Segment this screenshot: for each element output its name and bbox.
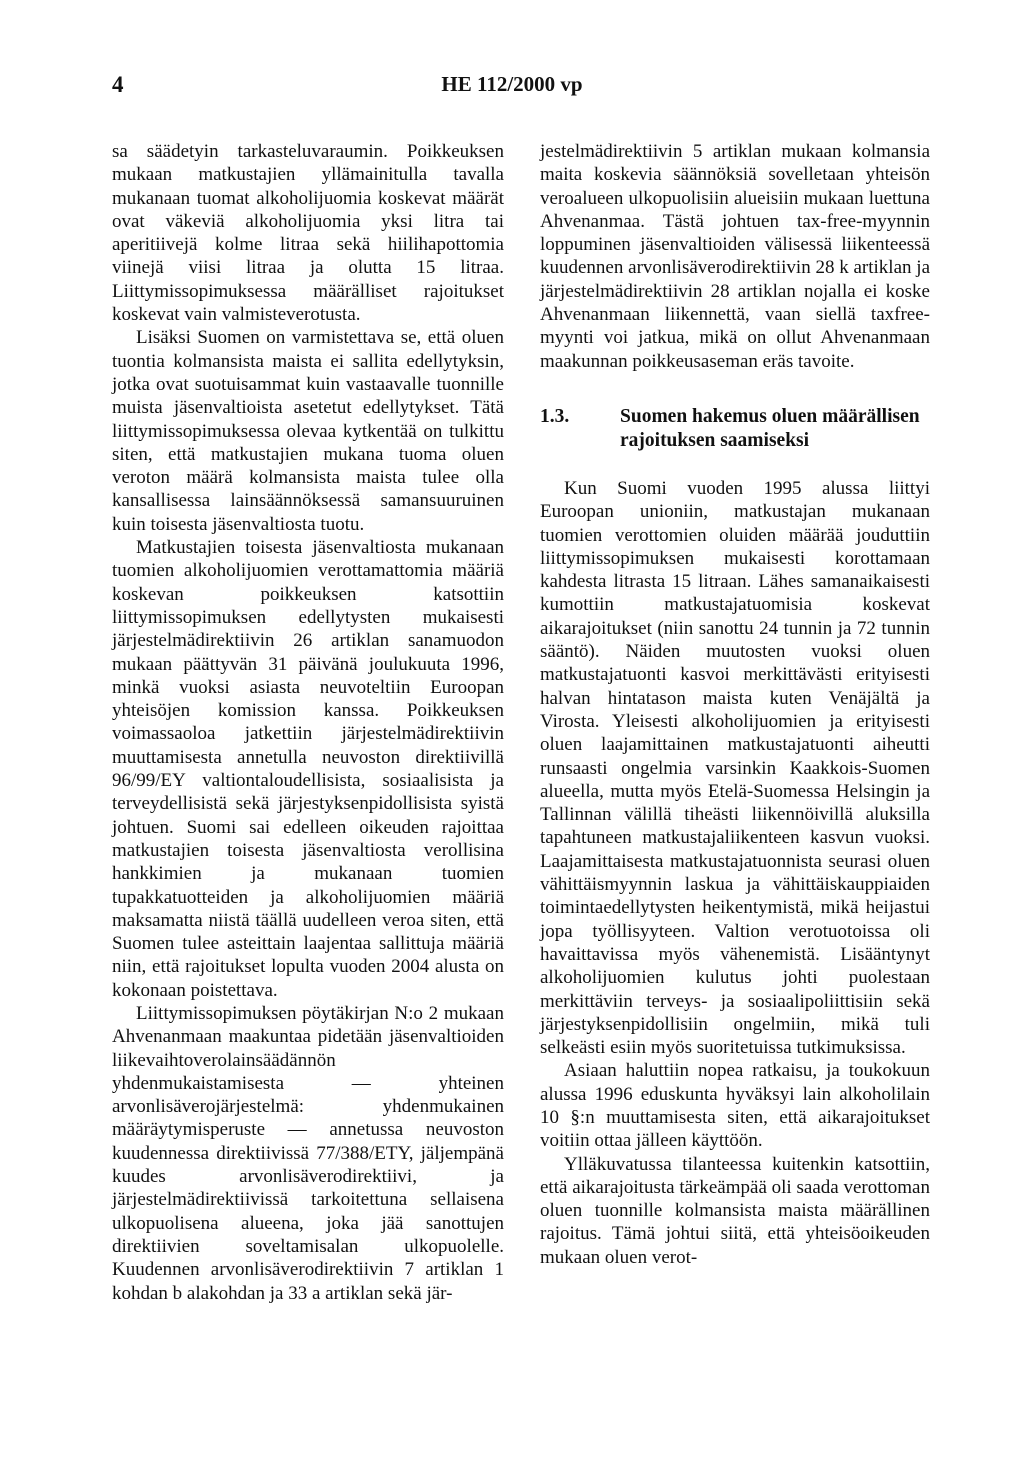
- right-column: [540, 140, 930, 1269]
- paragraph: Liittymissopimuksen pöytäkirjan N:o 2 mukaan Ahvenanmaan maakuntaa pidetään jäsenvaltioiden liikevaihtoverolainsäädännön yhdenmukaistamisesta — yhteinen arvonlisäverojärjestelmä: yhdenmukainen määräytymisperuste — annetussa neuvoston kuudennessa direktiivissä 77/388/ETY, jäljempänä kuudes arvonlisäverodirektiivi, ja järjestelmädirektiivissä tarkoitettuna sellaisena ulkopuolisena alueena, joka jää sanottujen direktiivien soveltamisalan ulkopuolelle. Kuudennen arvonlisäverodirektiivin 7 artiklan 1 kohdan b alakohdan ja 33 a artiklan sekä jär-: [112, 1002, 504, 1304]
- paragraph: Kun Suomi vuoden 1995 alussa liittyi Euroopan unioniin, matkustajan mukanaan tuomien verottomien oluiden määrää jouduttiin liittymissopimuksen mukaisesti korottamaan kahdesta litrasta 15 litraan. Lähes samanaikaisesti kumottiin matkustajatuomisia koskevat aikarajoitukset (niin sanottu 24 tunnin ja 72 tunnin sääntö). Näiden muutosten vuoksi oluen matkustajatuonti kasvoi merkittävästi erityisesti halvan hintatason maista kuten Venäjältä ja Virosta. Yleisesti alkoholijuomien ja erityisesti oluen laajamittainen matkustajatuonti aiheutti runsaasti ongelmia varsinkin Kaakkois-Suomen alueella, mutta myös Etelä-Suomessa Helsingin ja Tallinnan välillä tiheästi liikennöivillä aluksilla tapahtuneen matkustajaliikenteen kasvun vuoksi. Laajamittaisesta matkustajatuonnista seurasi oluen vähittäismyynnin laskua ja vähittäiskauppiaiden toimintaedellytysten heikentymistä, mikä heijastui jopa työllisyyteen. Valtion verotuotoissa oli havaittavissa myös vähenemistä. Lisääntynyt alkoholijuomien kulutus johti puolestaan merkittäviin terveys- ja sosiaalipoliittisiin sekä järjestyksenpidollisiin ongelmiin, mikä tuli selkeästi esiin myös suoritetuissa tutkimuksissa.: [540, 477, 930, 1059]
- section-heading: [540, 405, 930, 453]
- paragraph: Matkustajien toisesta jäsenvaltiosta mukanaan tuomien alkoholijuomien verottamattomia määriä koskevan poikkeuksen katsottiin liittymissopimuksen edellytysten mukaisesti järjestelmädirektiivin 26 artiklan sanamuodon mukaan päättyvän 31 päivänä joulukuuta 1996, minkä vuoksi asiasta neuvoteltiin Euroopan yhteisöjen komission kanssa. Poikkeuksen voimassaoloa jatkettiin järjestelmädirektiivin muuttamisesta annetulla neuvoston direktiivillä 96/99/EY valtiontaloudellisista, sosiaalisista ja terveydellisistä sekä järjestyksenpidollisista syistä johtuen. Suomi sai edelleen oikeuden rajoittaa matkustajien toisesta jäsenvaltiosta verollisina hankkimien ja mukanaan tuomien tupakkatuotteiden ja alkoholijuomien määriä maksamatta niistä täällä uudelleen veroa siten, että Suomen tulee asteittain laajentaa sallittuja määriä niin, että rajoitukset lopulta vuoden 2004 alusta on kokonaan poistettava.: [112, 537, 504, 1001]
- paragraph: sa säädetyin tarkasteluvaraumin. Poikkeuksen mukaan matkustajien yllämainitulla tavalla mukanaan tuomat alkoholijuomia koskevat määrät ovat väkeviä alkoholijuomia yksi litra tai aperitiivejä kolme litraa sekä hiilihapottomia viinejä viisi litraa ja olutta 15 litraa. Liittymissopimuksessa määrälliset rajoitukset koskevat vain valmisteverotusta.: [112, 141, 504, 326]
- page-number: 4: [112, 72, 124, 97]
- document-id: HE 112/2000 vp: [441, 72, 583, 96]
- left-column: [112, 140, 504, 1305]
- paragraph: Asiaan haluttiin nopea ratkaisu, ja toukokuun alussa 1996 eduskunta hyväksyi lain alkoholilain 10 §:n muuttamisesta siten, että aikarajoitukset voitiin ottaa jälleen käyttöön.: [540, 1060, 930, 1152]
- section-title: Suomen hakemus oluen määrällisen rajoituksen saamiseksi: [620, 405, 920, 451]
- paragraph: Lisäksi Suomen on varmistettava se, että oluen tuontia kolmansista maista ei sallita edellytyksin, jotka ovat suotuisammat kuin vastaavalle tuonnille muista jäsenvaltioista asetetut edellytykset. Tätä liittymissopimuksessa olevaa kytkentää on tulkittu siten, että matkustajien mukana tuoma oluen veroton määrä kolmansista maista tulee olla kansallisessa lainsäännöksessä samansuuruinen kuin toisesta jäsenvaltiosta tuotu.: [112, 327, 504, 535]
- section-number: 1.3.: [540, 405, 570, 427]
- paragraph: Ylläkuvatussa tilanteessa kuitenkin katsottiin, että aikarajoitusta tärkeämpää oli saada verottoman oluen tuonnille kolmansista maista määrällinen rajoitus. Tämä johtui siitä, että yhteisöoikeuden mukaan oluen verot-: [540, 1153, 930, 1268]
- paragraph: jestelmädirektiivin 5 artiklan mukaan kolmansia maita koskevia säännöksiä sovelletaan yhteisön veroalueen ulkopuolisiin alueisiin mukaan luettuna Ahvenanmaa. Tästä johtuen tax-free-myynnin loppuminen jäsenvaltioiden välisessä liikenteessä kuudennen arvonlisäverodirektiivin 28 k artiklan ja järjestelmädirektiivin 28 artiklan nojalla ei koske Ahvenanmaan liikennettä, vaan siellä taxfree-myynti voi jatkua, mikä on ollut Ahvenanmaan maakunnan poikkeusaseman eräs tavoite.: [540, 141, 930, 372]
